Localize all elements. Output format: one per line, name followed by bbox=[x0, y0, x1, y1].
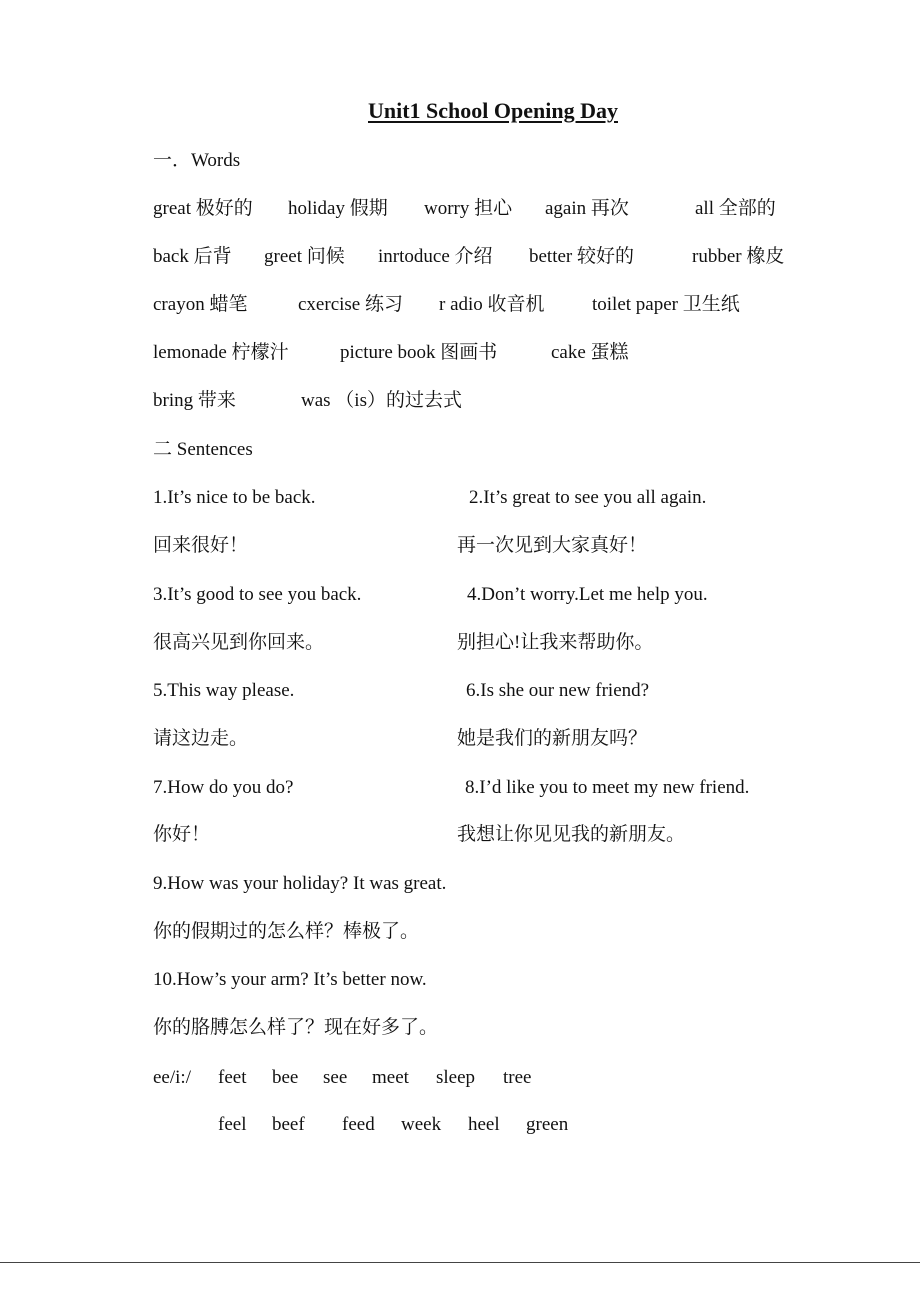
sentences-heading: 二 Sentences bbox=[153, 439, 253, 460]
word-item: inrtoduce 介绍 bbox=[378, 246, 493, 267]
phonics-word: feed bbox=[342, 1114, 375, 1135]
phonics-word: feet bbox=[218, 1067, 247, 1088]
word-item: r adio 收音机 bbox=[439, 294, 545, 315]
sentence-en: 2.It’s great to see you all again. bbox=[469, 487, 707, 508]
sentence-cn: 请这边走。 bbox=[153, 728, 249, 749]
word-item: picture book 图画书 bbox=[340, 342, 498, 363]
sentence-cn: 你的胳膊怎么样了？现在好多了。 bbox=[153, 1017, 439, 1038]
phonics-word: week bbox=[401, 1114, 442, 1135]
sentence-en: 1.It’s nice to be back. bbox=[153, 487, 316, 508]
phonics-word: meet bbox=[372, 1067, 409, 1088]
word-item: holiday 假期 bbox=[288, 198, 388, 219]
sentence-cn: 很高兴见到你回来。 bbox=[153, 632, 325, 653]
word-item: cake 蛋糕 bbox=[551, 342, 629, 363]
phonics-word: tree bbox=[503, 1067, 532, 1088]
sentence-en: 7.How do you do? bbox=[153, 777, 294, 798]
word-item: worry 担心 bbox=[424, 198, 513, 219]
word-item: was （is）的过去式 bbox=[301, 390, 462, 411]
word-item: cxercise 练习 bbox=[298, 294, 403, 315]
sentence-en: 4.Don’t worry.Let me help you. bbox=[467, 584, 708, 605]
phonics-word: sleep bbox=[436, 1067, 476, 1088]
phonics-word: feel bbox=[218, 1114, 247, 1135]
words-heading: 一．Words bbox=[153, 150, 241, 171]
word-item: bring 带来 bbox=[153, 390, 236, 411]
sentence-cn: 别担心!让我来帮助你。 bbox=[457, 632, 654, 653]
sentence-en: 10.How’s your arm? It’s better now. bbox=[153, 969, 427, 990]
word-item: back 后背 bbox=[153, 246, 232, 267]
sentence-en: 5.This way please. bbox=[153, 680, 295, 701]
phonics-word: beef bbox=[272, 1114, 305, 1135]
phonics-label: ee/i:/ bbox=[153, 1067, 191, 1088]
sentence-en: 6.Is she our new friend? bbox=[466, 680, 650, 701]
word-item: again 再次 bbox=[545, 198, 629, 219]
sentence-en: 8.I’d like you to meet my new friend. bbox=[465, 777, 750, 798]
phonics-word: bee bbox=[272, 1067, 299, 1088]
sentence-cn: 你好！ bbox=[153, 824, 211, 845]
word-item: toilet paper 卫生纸 bbox=[592, 294, 740, 315]
page-title: Unit1 School Opening Day bbox=[368, 98, 618, 123]
word-item: great 极好的 bbox=[153, 198, 253, 219]
word-item: better 较好的 bbox=[529, 246, 635, 267]
sentence-cn: 回来很好！ bbox=[153, 535, 249, 556]
page-bottom-rule bbox=[0, 1262, 920, 1263]
word-item: lemonade 柠檬汁 bbox=[153, 342, 289, 363]
word-item: greet 问候 bbox=[264, 246, 345, 267]
sentence-cn: 她是我们的新朋友吗？ bbox=[457, 728, 648, 749]
phonics-word: heel bbox=[468, 1114, 500, 1135]
word-item: all 全部的 bbox=[695, 198, 776, 219]
phonics-word: see bbox=[323, 1067, 348, 1088]
word-item: crayon 蜡笔 bbox=[153, 294, 248, 315]
sentence-en: 3.It’s good to see you back. bbox=[153, 584, 362, 605]
sentence-cn: 你的假期过的怎么样？棒极了。 bbox=[153, 921, 420, 942]
word-item: rubber 橡皮 bbox=[692, 246, 785, 267]
phonics-word: green bbox=[526, 1114, 569, 1135]
sentence-en: 9.How was your holiday? It was great. bbox=[153, 873, 447, 894]
sentence-cn: 再一次见到大家真好！ bbox=[457, 535, 648, 556]
sentence-cn: 我想让你见见我的新朋友。 bbox=[457, 824, 686, 845]
